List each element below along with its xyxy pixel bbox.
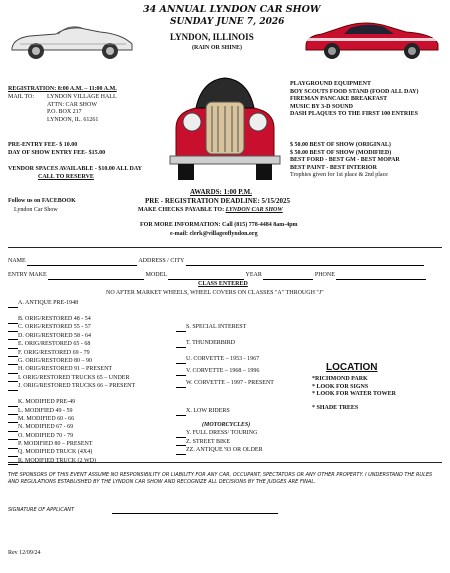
class-row[interactable] [8,416,135,424]
entry-make-field[interactable] [48,274,144,280]
class-row[interactable] [8,424,135,432]
fees-block [8,142,105,157]
class-row[interactable] [8,399,135,407]
model-field[interactable] [168,274,244,280]
list-item: * SHADE TREES [312,404,359,411]
class-row[interactable] [176,368,274,380]
motorcycles-heading: (MOTORCYCLES) [202,422,251,428]
list-item: * LOOK FOR SIGNS [312,383,369,390]
class-row[interactable] [8,433,135,441]
classic-convertible-icon [8,18,136,62]
class-label: D. ORIG/RESTORED 58 - 64 [18,332,92,339]
mail-to-label: MAIL TO: [8,94,35,100]
show-title: 34 ANNUAL LYNDON CAR SHOW [143,4,321,15]
class-label: Z. STREET BIKE [186,438,231,445]
class-label: T. THUNDERBIRD [186,340,236,346]
list-item: BEST PAINT - BEST INTERIOR [290,164,377,171]
class-row[interactable] [8,341,135,349]
revision-note: Rev 12/09/24 [8,550,41,556]
class-row[interactable] [8,324,135,332]
mail-address [47,94,117,124]
class-label: P. MODIFIED 80 – PRESENT [18,441,93,448]
class-label: I. ORIG/RESTORED TRUCKS 65 – UNDER [18,374,130,381]
pre-entry-fee: PRE-ENTRY FEE- $ 10.00 [8,142,78,148]
class-row[interactable] [176,430,274,438]
class-label: M. MODIFIED 60 - 66 [18,415,75,422]
facebook-follow: Follow us on FACEBOOK [8,198,76,204]
show-date: SUNDAY JUNE 7, 2026 [170,17,285,27]
class-label: N. MODIFIED 67 - 69 [18,424,74,431]
vendor-fee: VENDOR SPACES AVAILABLE - $10.00 ALL DAY [8,166,142,172]
classes-right [176,324,274,456]
entry-make-label: ENTRY MAKE [8,272,47,278]
class-label: F. ORIG/RESTORED 69 - 79 [18,349,90,356]
red-mustang-icon [302,14,442,62]
signature-field[interactable] [112,513,278,514]
day-of-fee: DAY OF SHOW ENTRY FEE- $15.00 [8,149,106,156]
name-field[interactable] [27,260,137,266]
checks-payable [138,207,283,215]
checks-payee: LYNDON CAR SHOW [225,207,283,213]
address-label: ADDRESS / CITY [138,258,185,264]
call-to-reserve: CALL TO RESERVE [38,174,94,180]
list-item: DASH PLAQUES TO THE FIRST 100 ENTRIES [290,111,418,117]
address-line: P.O. BOX 217 [47,109,82,115]
class-row[interactable] [176,439,274,447]
disclaimer: THE SPONSORS OF THIS EVENT ASSUME NO RESPONSIBILITY OR LIABILITY FOR ANY CAR, OCCUPANT, SPECTATORS OR ANY OTHER PROPERTY. I UNDERSTAND THE RULES AND REGULATIONS ESTABLISHED BY THE LYNDON CAR SHOW AND RECOGNIZE ALL DECISIONS BY THE JUDGES ARE FINAL. [8,472,433,485]
class-row[interactable] [176,324,274,340]
class-label: G. ORIG/RESTORED 80 – 90 [18,357,93,364]
class-row[interactable] [176,408,274,422]
signature-label: SIGNATURE OF APPLICANT [8,507,75,513]
class-row[interactable] [8,333,135,341]
class-row[interactable] [176,356,274,368]
location-title: LOCATION [326,362,378,373]
list-item: *RICHMOND PARK [312,376,368,382]
address-line: LYNDON VILLAGE HALL [47,94,117,100]
class-row[interactable] [8,383,135,399]
amenities-list [290,81,418,119]
location-list [312,376,396,412]
class-row[interactable] [8,350,135,358]
class-label: ZZ. ANTIQUE '93 OR OLDER [186,447,263,454]
antique-red-car-icon [166,72,284,182]
pre-registration-deadline: PRE - REGISTRATION DEADLINE: 5/15/2025 [145,197,290,205]
list-item: * LOOK FOR WATER TOWER [312,391,396,397]
list-item: $ 50.00 BEST OF SHOW (MODIFIED) [290,149,392,156]
checks-label: MAKE CHECKS PAYABLE TO: [138,207,225,213]
name-row [8,258,424,266]
entry-row [8,272,426,280]
class-label: A. ANTIQUE PRE-1948 [18,300,79,306]
class-label: H. ORIG/RESTORED 91 – PRESENT [18,366,113,373]
class-label: S. SPECIAL INTEREST [186,324,247,330]
list-item: MUSIC BY 3-D SOUND [290,103,353,110]
class-label: V. CORVETTE – 1968 – 1996 [186,368,260,374]
model-label: MODEL [145,272,167,278]
address-line: LYNDON, IL. 61261 [47,116,99,123]
weather-note: (RAIN OR SHINE) [192,45,243,51]
list-item: BOY SCOUTS FOOD STAND (FOOD ALL DAY) [290,88,419,95]
class-label: U. CORVETTE – 1953 - 1967 [186,356,260,362]
class-label: Q. MODIFIED TRUCK (4X4) [18,449,93,456]
class-label: L. MODIFIED 49 - 59 [18,407,73,414]
email-address[interactable]: e-mail: clerk@villageoflyndon.org [170,231,258,237]
class-label: Y. FULL DRESS/ TOURING [186,430,258,437]
class-row[interactable] [8,449,135,457]
awards-time: AWARDS: 1:00 P.M. [190,188,252,196]
facebook-page: Lyndon Car Show [14,207,58,213]
class-row[interactable] [8,375,135,383]
list-item: Trophies given for 1st place & 2nd place [290,172,388,178]
class-row[interactable] [176,447,274,455]
address-line: ATTN: CAR SHOW [47,101,98,108]
year-label: YEAR [245,272,262,278]
registration-title: REGISTRATION: 8:00 A.M. – 11:00 A.M. [8,86,117,92]
class-row[interactable] [8,358,135,366]
class-row[interactable] [176,340,274,356]
name-label: NAME [8,258,26,264]
class-label: E. ORIG/RESTORED 65 - 68 [18,341,91,348]
class-row[interactable] [8,366,135,374]
address-field[interactable] [186,260,424,266]
list-item: $ 50.00 BEST OF SHOW (ORIGINAL) [290,142,391,148]
class-label: K. MODIFIED PRE-49 [18,399,76,406]
list-item: PLAYGROUND EQUIPMENT [290,81,371,87]
class-label: W. CORVETTE – 1997 - PRESENT [186,380,274,386]
phone-label: PHONE [314,272,335,278]
classes-left [8,300,135,466]
class-row[interactable] [8,408,135,416]
class-row[interactable] [8,316,135,324]
class-label: R. MODIFIED TRUCK (2 WD) [18,457,96,464]
list-item: FIREMAN PANCAKE BREAKFAST [290,96,388,102]
section-divider [8,462,442,463]
show-location: LYNDON, ILLINOIS [170,32,254,42]
class-label: O. MODIFIED 70 - 79 [18,432,74,439]
more-info: FOR MORE INFORMATION: Call (815) 778-4484 8am-4pm [140,222,298,228]
class-entered-title: CLASS ENTERED [198,281,248,287]
class-label: J. ORIG/RESTORED TRUCKS 66 – PRESENT [18,383,136,390]
phone-field[interactable] [336,274,426,280]
class-row[interactable] [176,380,274,408]
class-label: X. LOW RIDERS [186,408,230,414]
section-divider [8,247,442,248]
class-label: B. ORIG/RESTORED 48 - 54 [18,316,91,322]
class-row[interactable] [8,300,135,316]
prizes-list [290,142,400,180]
wheels-note: NO AFTER MARKET WHEELS, WHEEL COVERS ON CLASSES "A" THROUGH "J" [106,290,324,296]
year-field[interactable] [263,274,313,280]
class-label: C. ORIG/RESTORED 55 - 57 [18,324,91,331]
list-item: BEST FORD - BEST GM - BEST MOPAR [290,157,400,163]
